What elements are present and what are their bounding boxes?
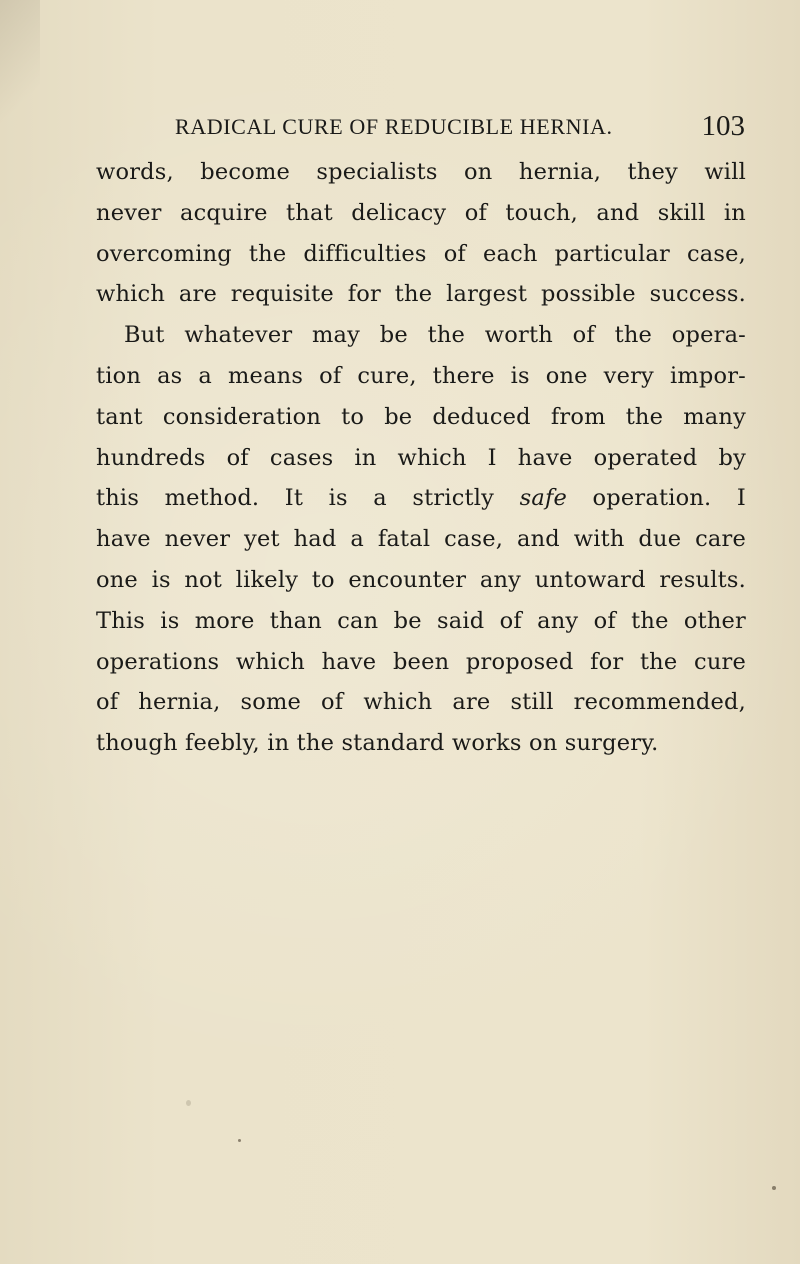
text-line: never acquire that delicacy of touch, and skill in xyxy=(96,199,746,226)
text-line-last: though feebly, in the standard works on surgery. xyxy=(96,730,659,757)
paper-speck xyxy=(186,1100,191,1106)
text-line-paragraph-start: But whatever may be the worth of the opera- xyxy=(124,322,746,349)
text-line-with-emphasis xyxy=(96,478,746,519)
text-line: which are requisite for the largest possible success. xyxy=(96,281,746,308)
paper-speck xyxy=(238,1139,241,1142)
body-text xyxy=(96,152,746,764)
emphasis-safe: safe xyxy=(519,485,568,512)
paper-speck xyxy=(772,1186,776,1190)
text-line: have never yet had a fatal case, and with due care xyxy=(96,526,746,553)
text-line: words, become specialists on hernia, they will xyxy=(96,159,746,185)
text-line: tant consideration to be deduced from the many xyxy=(96,403,746,430)
text-line: tion as a means of cure, there is one very impor- xyxy=(96,362,746,389)
text-line: overcoming the difficulties of each particular case, xyxy=(96,240,746,267)
text-line: of hernia, some of which are still recommended, xyxy=(96,689,746,716)
text-segment: this method. It is a strictly xyxy=(96,485,495,512)
text-line: operations which have been proposed for the cure xyxy=(96,648,746,675)
text-segment: operation. I xyxy=(592,485,746,512)
page-header xyxy=(175,110,745,144)
text-line: one is not likely to encounter any untoward results. xyxy=(96,566,746,593)
page-corner-shadow xyxy=(0,0,40,140)
text-line: This is more than can be said of any of the other xyxy=(96,607,746,634)
running-title: RADICAL CURE OF REDUCIBLE HERNIA. xyxy=(175,114,613,139)
text-line: hundreds of cases in which I have operated by xyxy=(96,444,746,471)
page-number: 103 xyxy=(701,110,745,142)
